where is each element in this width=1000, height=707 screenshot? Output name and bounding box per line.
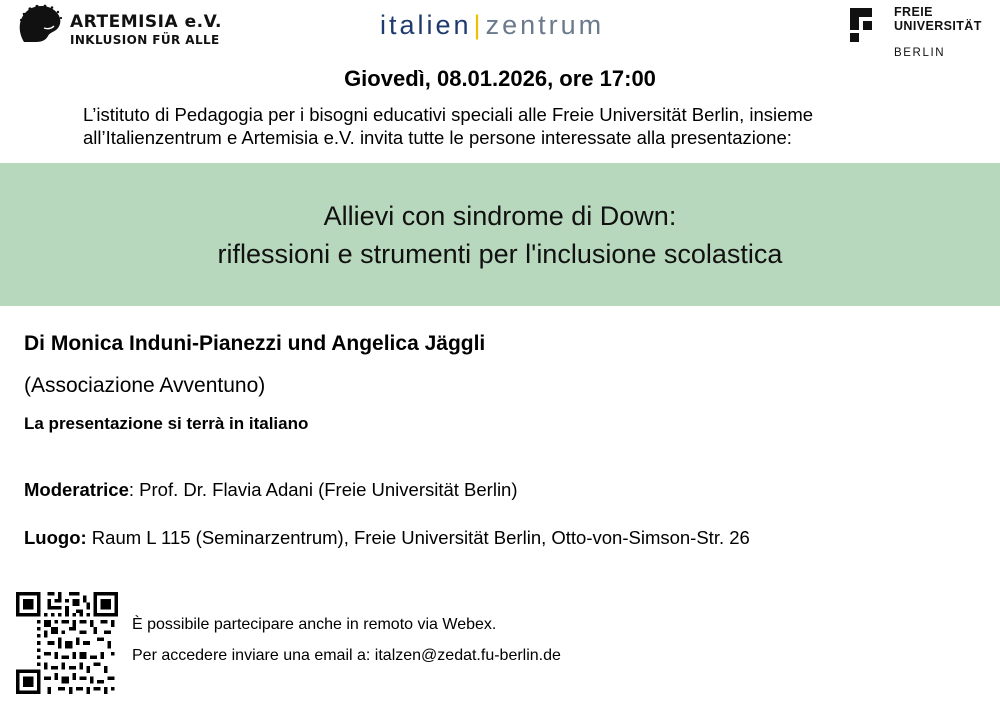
- italienzentrum-logo: [380, 10, 604, 41]
- event-title-line-1: Allievi con sindrome di Down:: [323, 200, 677, 231]
- event-moderator: [24, 479, 1000, 501]
- header: [0, 0, 1000, 62]
- artemisia-subtitle: INKLUSION FÜR ALLE: [70, 33, 220, 47]
- event-place-label: Luogo:: [24, 527, 87, 548]
- event-moderator-label: Moderatrice: [24, 479, 129, 500]
- event-association: (Associazione Avventuno): [24, 374, 266, 397]
- italienzentrum-word-zentrum: zentrum: [485, 10, 605, 40]
- footer-access-note: Per accedere inviare una email a: italzen@zedat.fu-berlin.de: [132, 647, 561, 664]
- event-language-note: La presentazione si terrà in italiano: [24, 414, 309, 433]
- artemisia-head-icon: [14, 4, 68, 44]
- fu-berlin-name: [894, 6, 982, 33]
- italienzentrum-word-italien: italien: [380, 10, 472, 40]
- italienzentrum-separator: |: [473, 10, 484, 40]
- event-details: [24, 332, 1000, 549]
- event-date-line: Giovedì, 08.01.2026, ore 17:00: [344, 66, 656, 91]
- footer-notes: [132, 609, 561, 671]
- footer: [0, 587, 1000, 707]
- event-speakers: Di Monica Induni-Pianezzi und Angelica Jäggli: [24, 332, 486, 355]
- fu-berlin-mark-icon: [850, 8, 884, 42]
- fu-berlin-line2: UNIVERSITÄT: [894, 18, 982, 33]
- fu-berlin-line1: FREIE: [894, 5, 933, 19]
- qr-code-icon: [16, 592, 118, 694]
- event-place-value: Raum L 115 (Seminarzentrum), Freie Universität Berlin, Otto-von-Simson-Str. 26: [86, 527, 750, 548]
- fu-berlin-line3: BERLIN: [894, 47, 946, 59]
- event-title-band: [0, 163, 1000, 306]
- event-moderator-value: : Prof. Dr. Flavia Adani (Freie Universität Berlin): [128, 479, 518, 500]
- event-title-line-2: riflessioni e strumenti per l'inclusione scolastica: [217, 238, 783, 269]
- footer-remote-note: È possibile partecipare anche in remoto via Webex.: [132, 616, 497, 633]
- event-intro-text: L’istituto di Pedagogia per i bisogni educativi speciali alle Freie Universität Berlin, insieme all’Italienzentrum e Artemisia e.V. invita tutte le persone interessate alla presentazione:: [83, 104, 814, 148]
- artemisia-logo: [12, 4, 222, 60]
- event-place: [24, 527, 1000, 549]
- fu-berlin-logo: [850, 6, 990, 58]
- artemisia-title: ARTEMISIA e.V.: [70, 12, 222, 32]
